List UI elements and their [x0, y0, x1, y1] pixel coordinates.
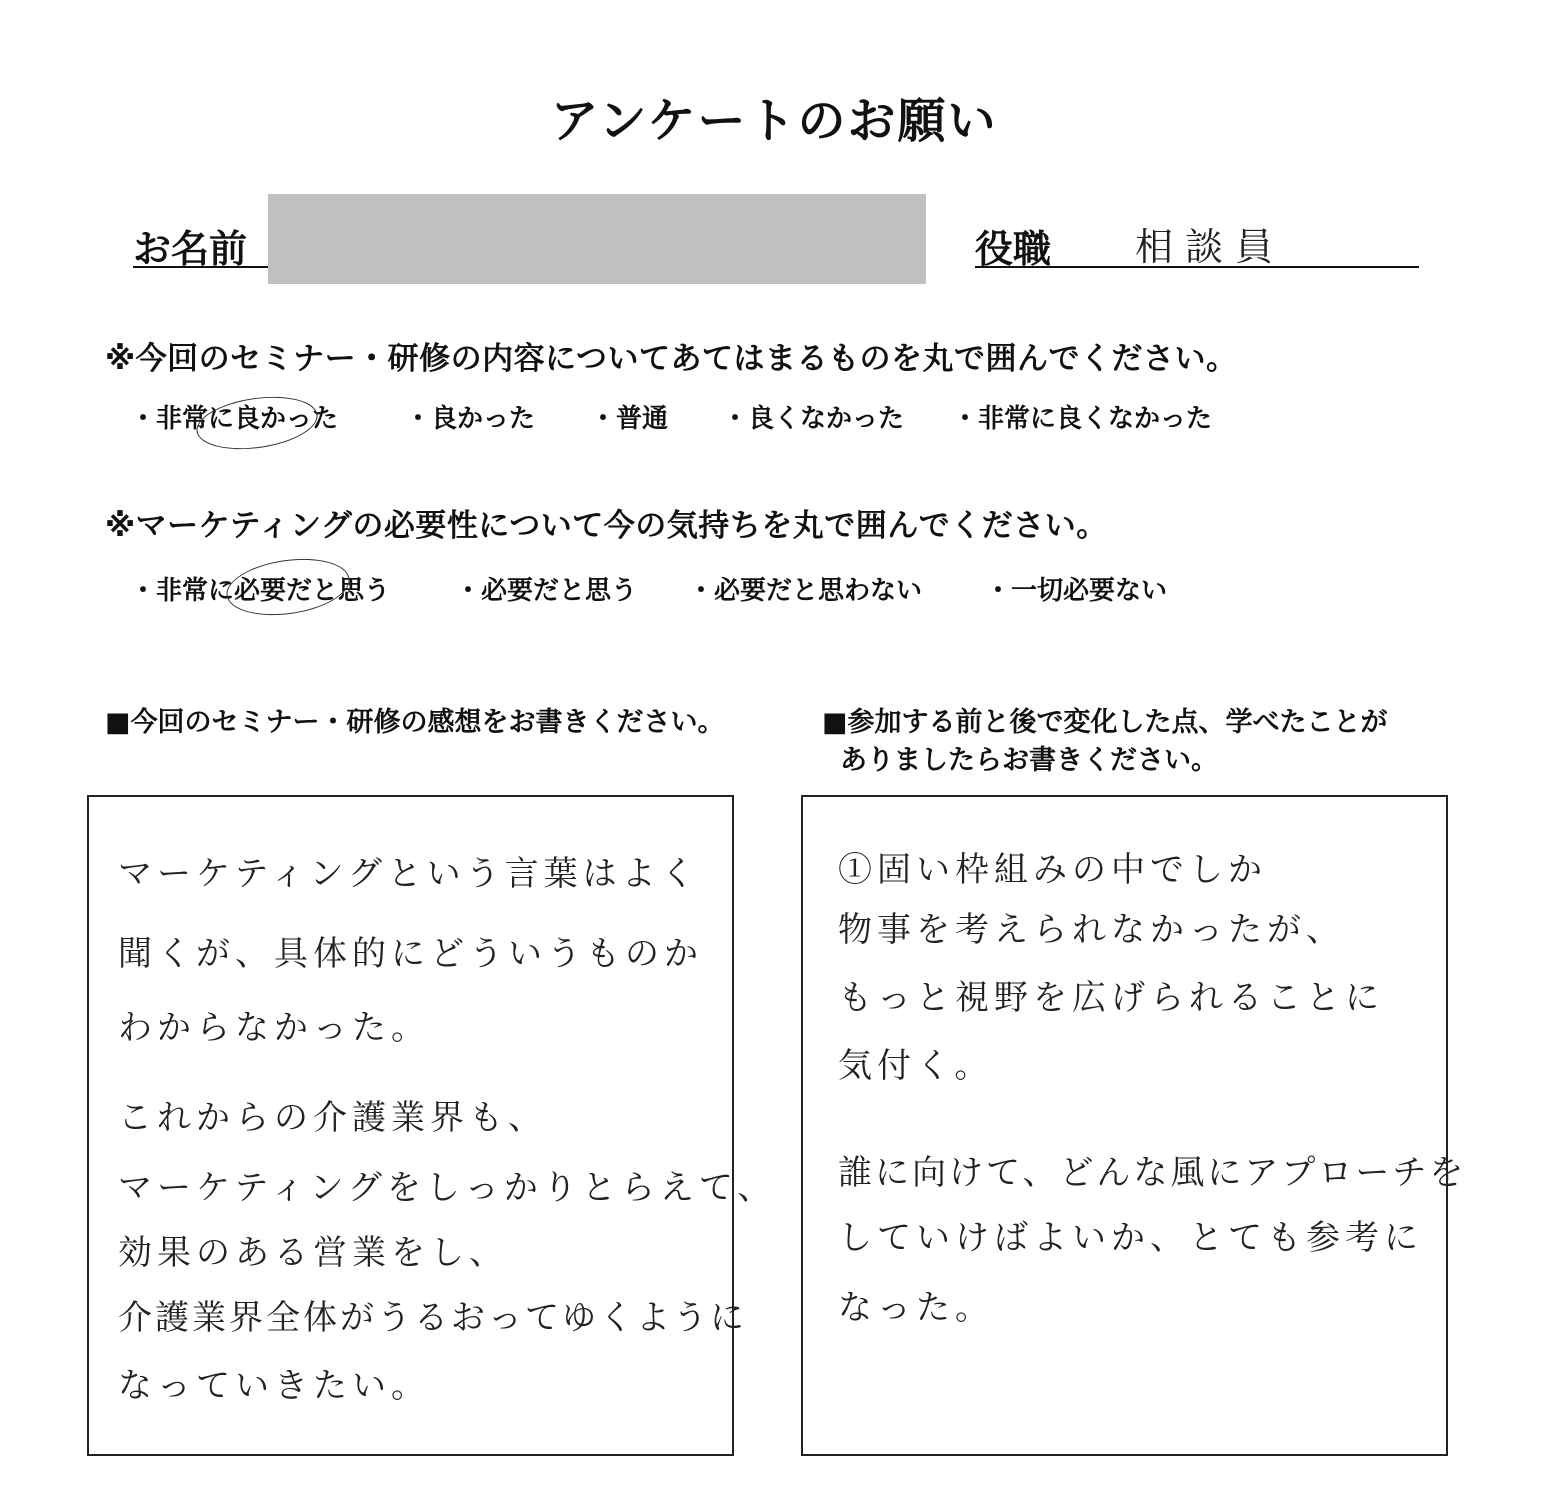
- left-comment-line: わからなかった。: [118, 1008, 430, 1048]
- role-value[interactable]: 相談員: [1135, 225, 1286, 269]
- name-field-redacted[interactable]: [268, 194, 926, 284]
- left-comment-line: マーケティングをしっかりとらえて、: [118, 1168, 777, 1208]
- right-comment-line: もっと視野を広げられることに: [838, 978, 1384, 1018]
- q2-option-necessary[interactable]: ・必要だと思う: [455, 576, 638, 606]
- right-comment-line: 誰に向けて、どんな風にアプローチを: [838, 1153, 1467, 1193]
- left-comment-line: 介護業界全体がうるおってゆくように: [118, 1298, 747, 1338]
- left-section-heading: ■今回のセミナー・研修の感想をお書きください。: [105, 707, 725, 738]
- q1-option-not-good[interactable]: ・良くなかった: [722, 404, 905, 434]
- right-comment-line: していけばよいか、とても参考に: [838, 1218, 1423, 1258]
- question-1-text: ※今回のセミナー・研修の内容についてあてはまるものを丸で囲んでください。: [105, 341, 1238, 377]
- left-comment-line: これからの介護業界も、: [118, 1098, 547, 1138]
- right-section-heading-line-1: ■参加する前と後で変化した点、学べたことが: [822, 707, 1388, 738]
- left-comment-line: 効果のある営業をし、: [118, 1233, 508, 1273]
- name-label: お名前: [133, 227, 248, 271]
- right-comment-box[interactable]: [801, 795, 1448, 1456]
- role-label: 役職: [975, 227, 1052, 271]
- right-comment-line: ①固い枠組みの中でしか: [838, 850, 1267, 890]
- right-comment-line: 物事を考えられなかったが、: [838, 910, 1345, 950]
- q1-option-average[interactable]: ・普通: [590, 404, 669, 434]
- left-comment-line: マーケティングという言葉はよく: [118, 854, 700, 894]
- right-section-heading-line-2: ありましたらお書きください。: [840, 745, 1218, 776]
- q2-option-none[interactable]: ・一切必要ない: [985, 576, 1168, 606]
- q1-option-good[interactable]: ・良かった: [405, 404, 536, 434]
- right-comment-line: なった。: [838, 1288, 994, 1328]
- q2-option-very-necessary[interactable]: ・非常に必要だと思う: [130, 576, 391, 606]
- q1-option-very-good[interactable]: ・非常に良かった: [130, 404, 339, 434]
- left-comment-line: なっていきたい。: [118, 1366, 430, 1406]
- q2-selection-circle: [223, 552, 353, 623]
- q2-option-not-necessary[interactable]: ・必要だと思わない: [688, 576, 923, 606]
- page-title: アンケートのお願い: [550, 93, 998, 149]
- left-comment-line: 聞くが、具体的にどういうものか: [118, 934, 703, 974]
- q1-option-very-bad[interactable]: ・非常に良くなかった: [952, 404, 1213, 434]
- right-comment-line: 気付く。: [838, 1046, 994, 1086]
- question-2-text: ※マーケティングの必要性について今の気持ちを丸で囲んでください。: [105, 508, 1108, 544]
